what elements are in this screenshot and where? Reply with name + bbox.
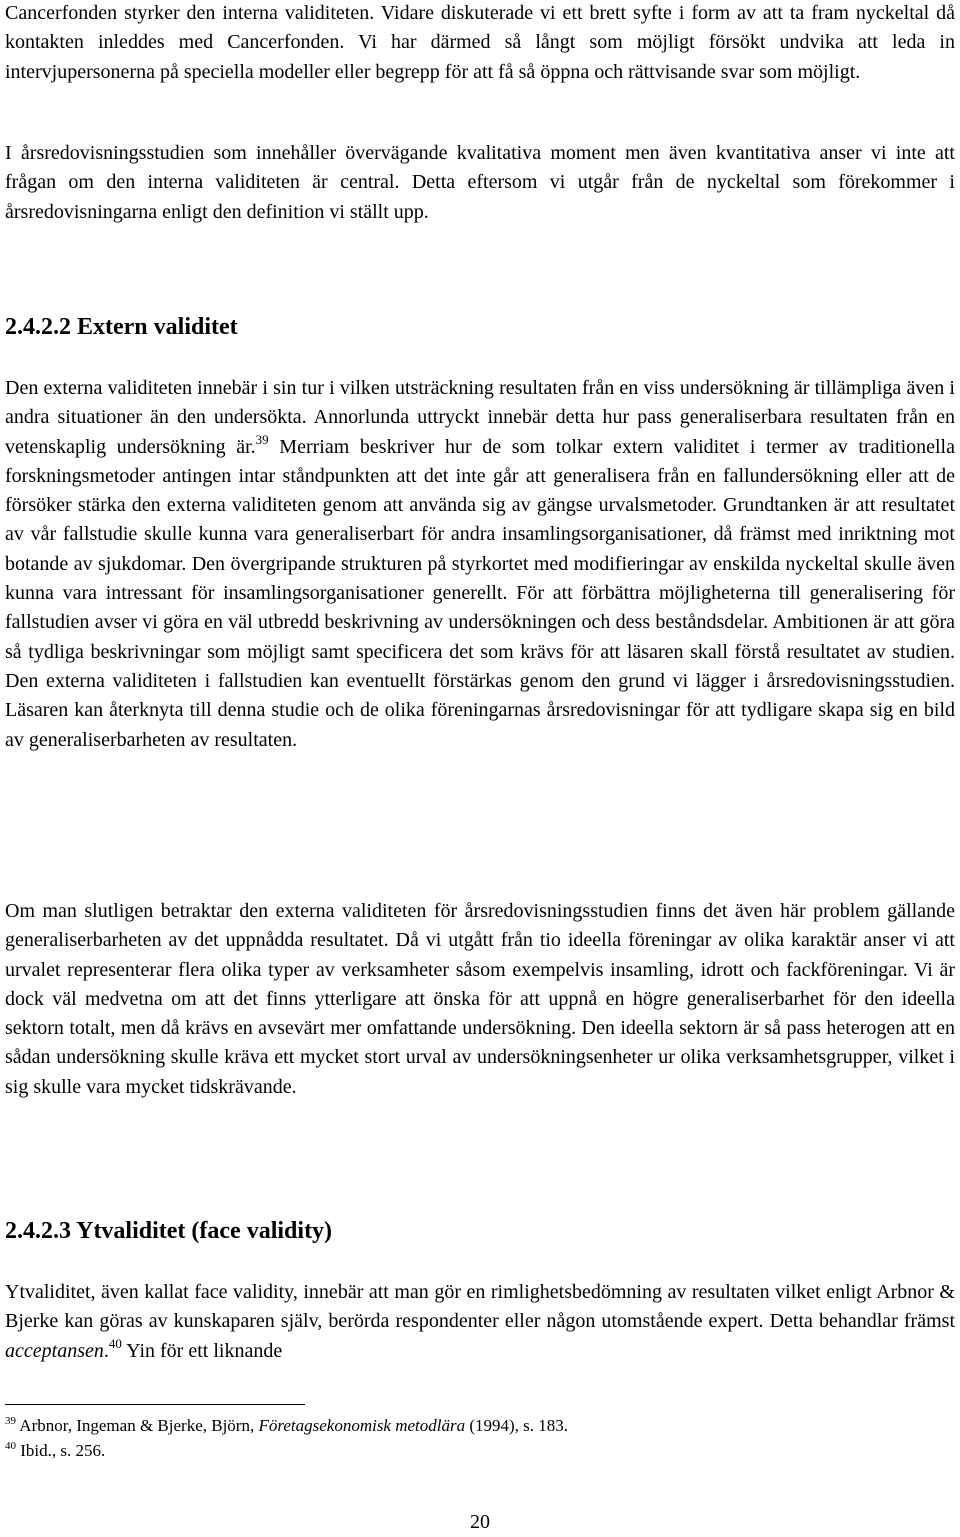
paragraph-text: Merriam beskriver hur de som tolkar extern validitet i termer av traditionella forskningsmetoder antingen intar ståndpunkten att det inte går att generalisera från en fallundersökning eller att de försöker stärka den externa validiteten genom att använda sig av gängse urvalsmetoder. Grundtanken är att resultatet av vår fallstudie skulle kunna vara generaliserbart för andra insamlingsorganisationer, då främst med inriktning mot botande av sjukdomar. Den övergripande strukturen på styrkortet med modifieringar av enskilda nyckeltal skulle även kunna vara intressant för insamlingsorganisationer generellt. För att förbättra möjligheterna till generalisering för fallstudien avser vi göra en väl utbredd beskrivning av undersökningen och dess beståndsdelar. Ambitionen är att göra så tydliga beskrivningar som möjligt samt specificera det som krävs för att läsaren skall förstå resultatet av studien. Den externa validiteten i fallstudien kan eventuellt förstärkas genom den grund vi lägger i årsredovisningsstudien. Läsaren kan återknyta till denna studie och de olika föreningarnas årsredovisningar för att tydligare skapa sig en bild av generaliserbarheten av resultaten. (5, 435, 955, 751)
emphasis-acceptansen: acceptansen (5, 1339, 104, 1362)
footnote-separator (5, 1404, 305, 1405)
paragraph-text: Om man slutligen betraktar den externa validiteten för årsredovisningsstudien finns det även här problem gällande generaliserbarheten av det uppnådda resultatet. Då vi utgått från tio ideella föreningar av olika karaktär anser vi att urvalet representerar flera olika typer av verksamheter såsom exempelvis insamling, idrott och fackföreningar. Vi är dock väl medvetna om att det finns ytterligare att önska för att uppnå en högre generaliserbarhet för den ideella sektorn totalt, men då krävs en avsevärt mer omfattande undersökning. Den ideella sektorn är så pass heterogen att en sådan undersökning skulle kräva ett mycket stort urval av undersökningsenheter ur olika verksamhetsgrupper, vilket i sig skulle vara mycket tidskrävande. (5, 900, 955, 1098)
footnote-text: Ibid., s. 256. (16, 1441, 106, 1460)
paragraph-text: Cancerfonden styrker den interna validiteten. Vidare diskuterade vi ett brett syfte i form av att ta fram nyckeltal då kontakten inleddes med Cancerfonden. Vi har därmed så långt som möjligt försökt undvika att leda in intervjupersonerna på speciella modeller eller begrepp för att få så öppna och rättvisande svar som möjligt. (5, 2, 955, 83)
footnote-40 (5, 1440, 105, 1462)
paragraph-text: Ytvaliditet, även kallat face validity, innebär att man gör en rimlighetsbedömning av resultaten vilket enligt Arbnor & Bjerke kan göras av kunskaparen själv, berörda respondenter eller någon utomstående expert. Detta behandlar främst (5, 1281, 955, 1333)
footnote-ref-39[interactable]: 39 (255, 431, 269, 447)
heading-ytvaliditet: 2.4.2.3 Ytvaliditet (face validity) (5, 1218, 333, 1244)
footnote-number: 40 (5, 1440, 16, 1452)
paragraph-face-validity (5, 1278, 955, 1366)
paragraph-external-validity (5, 374, 955, 755)
footnote-number: 39 (5, 1415, 16, 1427)
heading-extern-validitet: 2.4.2.2 Extern validitet (5, 314, 238, 340)
footnote-text: Arbnor, Ingeman & Bjerke, Björn, (16, 1416, 259, 1435)
footnote-book-title: Företagsekonomisk metodlära (258, 1416, 466, 1435)
paragraph-annual-report-study (5, 139, 955, 227)
paragraph-text: Yin för ett liknande (121, 1339, 283, 1362)
footnote-text: (1994), s. 183. (465, 1416, 569, 1435)
paragraph-internal-validity-end (5, 0, 955, 87)
paragraph-external-validity-annual (5, 897, 955, 1102)
paragraph-text: I årsredovisningsstudien som innehåller övervägande kvalitativa moment men även kvantitativa anser vi inte att frågan om den interna validiteten är central. Detta eftersom vi utgår från de nyckeltal som förekommer i årsredovisningarna enligt den definition vi ställt upp. (5, 142, 955, 223)
footnote-39 (5, 1415, 568, 1437)
paragraph-text: Den externa validiteten innebär i sin tur i vilken utsträckning resultaten från en viss undersökning är tillämpliga även i andra situationer än den undersökta. Annorlunda uttryckt innebär detta hur pass generaliserbara resultaten från en vetenskaplig undersökning är. (5, 377, 955, 458)
page-number: 20 (470, 1511, 490, 1533)
paragraph-text: . (103, 1339, 109, 1362)
footnote-ref-40[interactable]: 40 (108, 1335, 122, 1351)
